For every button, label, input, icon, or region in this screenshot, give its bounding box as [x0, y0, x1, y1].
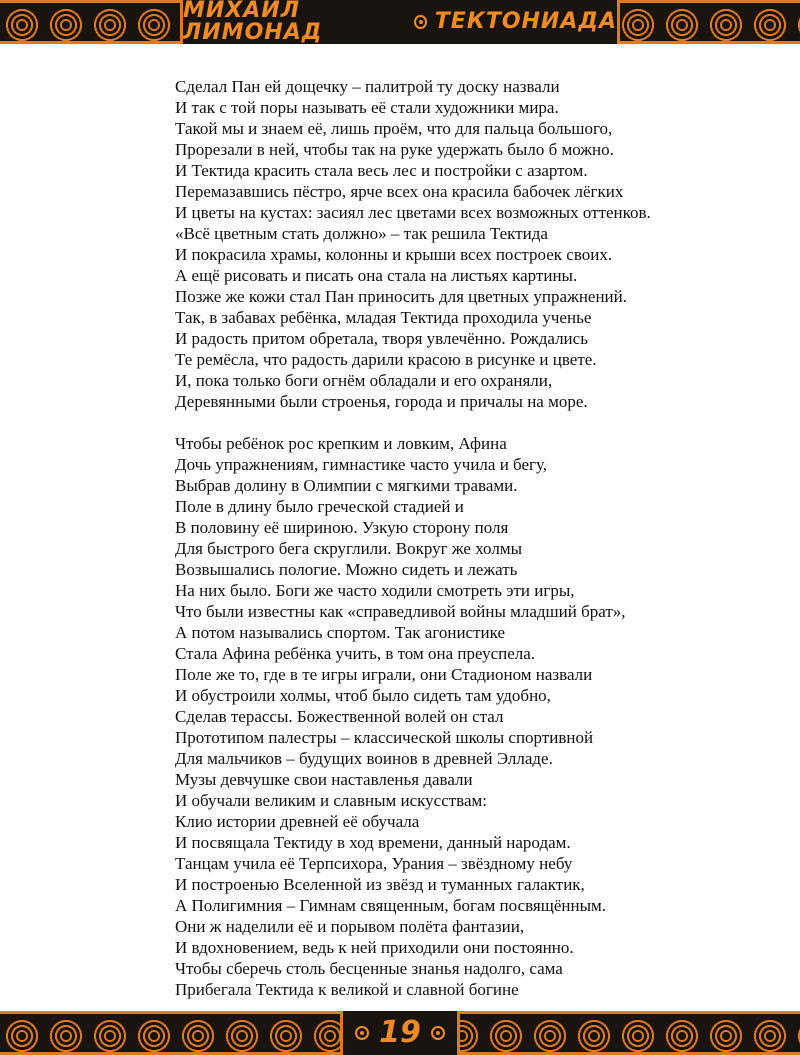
poem-line: Что были известны как «справедливой войны младший брат»,	[175, 602, 626, 621]
poem-line: И обучали великим и славным искусствам:	[175, 791, 488, 810]
running-header	[180, 0, 620, 44]
poem-line: Чтобы ребёнок рос крепким и ловким, Афина	[175, 434, 507, 453]
poem-text	[175, 76, 735, 1000]
poem-line: Стала Афина ребёнка учить, в том она преуспела.	[175, 644, 536, 663]
poem-line: Поле в длину было греческой стадией и	[175, 497, 464, 516]
poem-line: Такой мы и знаем её, лишь проём, что для пальца большого,	[175, 119, 613, 138]
poem-line: И посвящала Тектиду в ход времени, данный народам.	[175, 833, 571, 852]
poem-line: Они ж наделили её и порывом полёта фантазии,	[175, 917, 525, 936]
poem-line: И построенью Вселенной из звёзд и туманных галактик,	[175, 875, 585, 894]
header-book-title: ТЕКТОНИАДА	[434, 9, 617, 34]
poem-line: Сделав терассы. Божественной волей он стал	[175, 707, 504, 726]
poem-line: Те ремёсла, что радость дарили красою в рисунке и цвете.	[175, 350, 597, 369]
poem-line: Деревянными были строенья, города и причалы на море.	[175, 392, 588, 411]
poem-line: Дочь упражнениям, гимнастике часто учила и бегу,	[175, 455, 548, 474]
poem-line: И Тектида красить стала весь лес и постройки с азартом.	[175, 161, 588, 180]
poem-line: Музы девчушке свои наставленья давали	[175, 770, 473, 789]
poem-line: Возвышались пологие. Можно сидеть и лежать	[175, 560, 518, 579]
poem-line: Прорезали в ней, чтобы так на руке удержать было б можно.	[175, 140, 614, 159]
poem-line: Клио истории древней её обучала	[175, 812, 420, 831]
page-number: 19	[379, 1015, 421, 1050]
poem-line: И радость притом обретала, творя увлечённо. Рождались	[175, 329, 588, 348]
poem-line: И так с той поры называть её стали художники мира.	[175, 98, 559, 117]
poem-line: Поле же то, где в те игры играли, они Стадионом назвали	[175, 665, 593, 684]
header-author: МИХАИЛ ЛИМОНАД	[183, 0, 323, 45]
poem-line: Чтобы сберечь столь бесценные знанья надолго, сама	[175, 959, 563, 978]
poem-line: Позже же кожи стал Пан приносить для цветных упражнений.	[175, 287, 628, 306]
poem-line: Прототипом палестры – классической школы спортивной	[175, 728, 594, 747]
poem-line: «Всё цветным стать должно» – так решила Тектида	[175, 224, 548, 243]
page-footer	[340, 1011, 460, 1055]
poem-line: А потом назывались спортом. Так агонистике	[175, 623, 506, 642]
poem-line: И обустроили холмы, чтоб было сидеть там удобно,	[175, 686, 551, 705]
poem-line: Для быстрого бега скруглили. Вокруг же холмы	[175, 539, 522, 558]
circle-ornament-icon	[414, 15, 426, 29]
poem-line: Для мальчиков – будущих воинов в древней Элладе.	[175, 749, 553, 768]
poem-line: И вдохновением, ведь к ней приходили они постоянно.	[175, 938, 574, 957]
poem-line: Выбрав долину в Олимпии с мягкими травами.	[175, 476, 518, 495]
stanza	[175, 433, 735, 1000]
poem-line: И, пока только боги огнём обладали и его охраняли,	[175, 371, 553, 390]
poem-line: На них было. Боги же часто ходили смотреть эти игры,	[175, 581, 575, 600]
circle-ornament-icon	[355, 1026, 369, 1040]
poem-line: И покрасила храмы, колонны и крыши всех построек своих.	[175, 245, 613, 264]
poem-line: Танцам учила её Терпсихора, Урания – звёздному небу	[175, 854, 573, 873]
poem-line: Прибегала Тектида к великой и славной богине	[175, 980, 519, 999]
poem-line: Перемазавшись пёстро, ярче всех она красила бабочек лёгких	[175, 182, 624, 201]
poem-line: А ещё рисовать и писать она стала на листьях картины.	[175, 266, 578, 285]
poem-line: Сделал Пан ей дощечку – палитрой ту доску назвали	[175, 77, 560, 96]
poem-line: А Полигимния – Гимнам священным, богам посвящённым.	[175, 896, 606, 915]
circle-ornament-icon	[431, 1026, 445, 1040]
poem-line: Так, в забавах ребёнка, младая Тектида проходила ученье	[175, 308, 592, 327]
poem-line: И цветы на кустах: засиял лес цветами всех возможных оттенков.	[175, 203, 651, 222]
stanza	[175, 76, 735, 412]
poem-line: В половину её шириною. Узкую сторону поля	[175, 518, 509, 537]
